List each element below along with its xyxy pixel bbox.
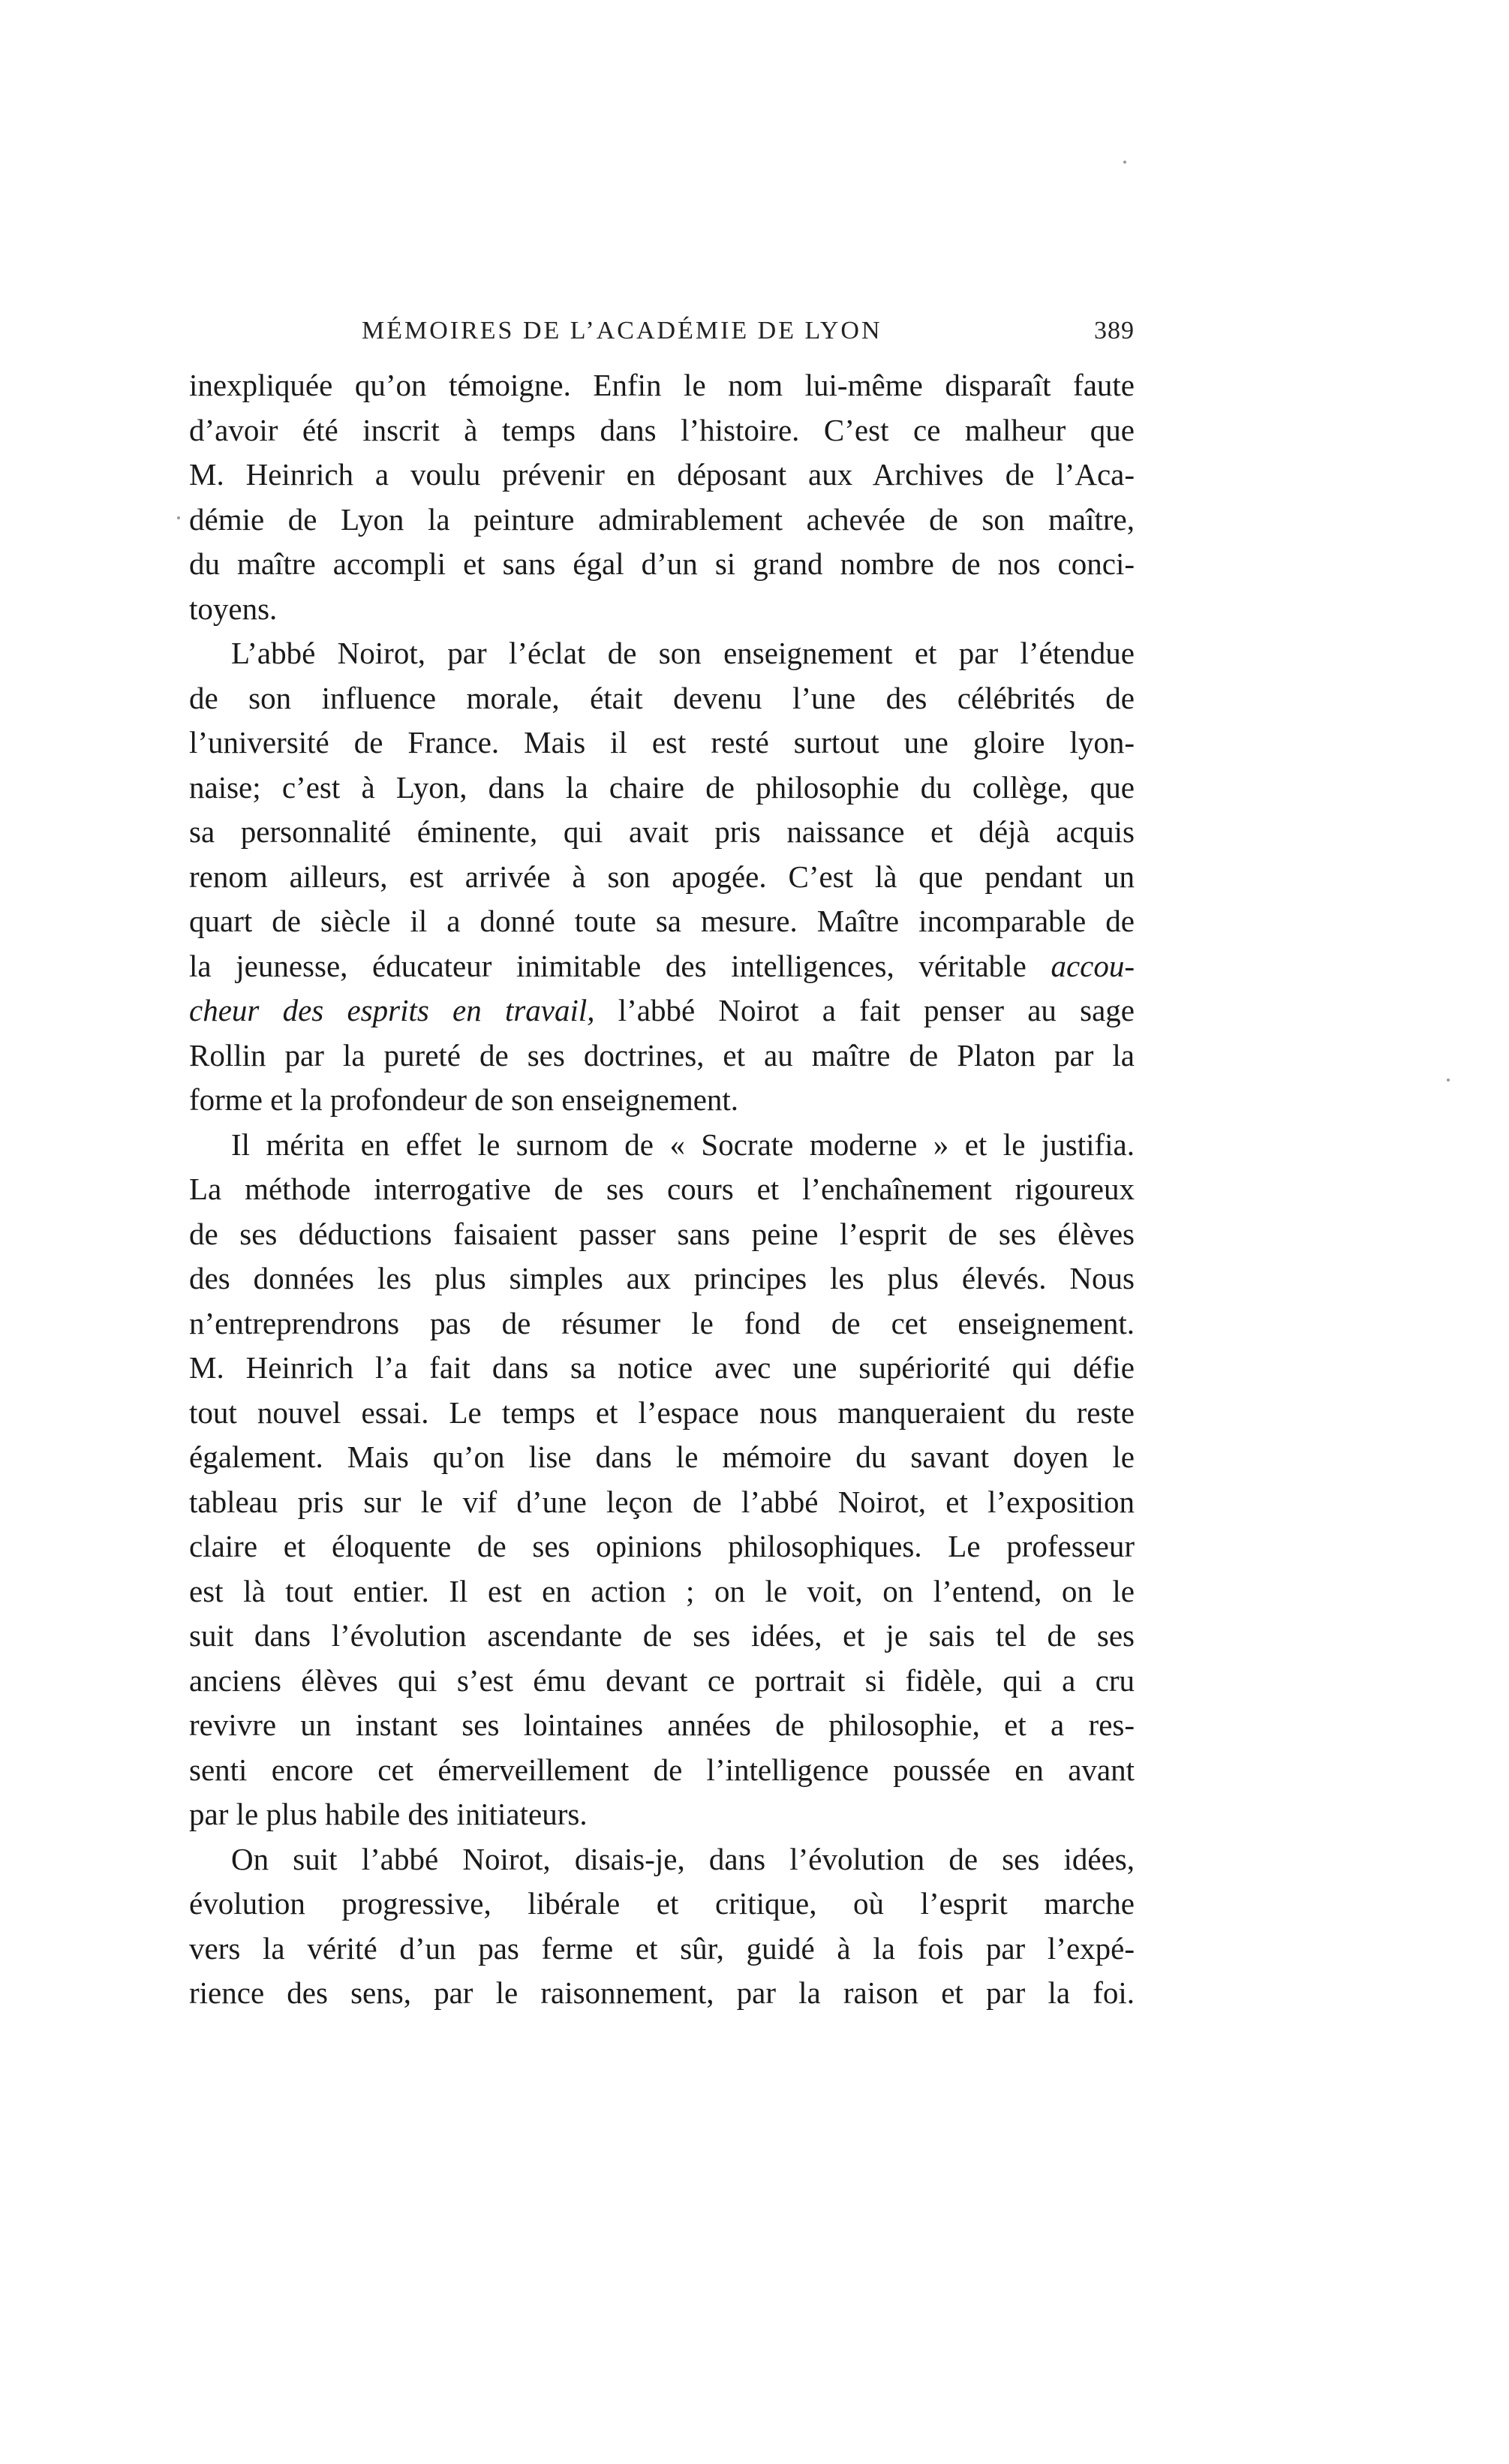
text-line: inexpliquée qu’on témoigne. Enfin le nom lui-même disparaît faute — [189, 368, 1135, 402]
text-line: M. Heinrich a voulu prévenir en déposant aux Archives de l’Aca- — [189, 457, 1135, 492]
text-line: d’avoir été inscrit à temps dans l’histoire. C’est ce malheur que — [189, 412, 1135, 447]
text-line: par le plus habile des initiateurs. — [189, 1797, 588, 1831]
text-line-mixed — [189, 944, 1135, 989]
text-line: senti encore cet émerveillement de l’intelligence poussée en avant — [189, 1752, 1135, 1787]
text-line: de ses déductions faisaient passer sans peine l’esprit de ses élèves — [189, 1216, 1135, 1251]
running-title: MÉMOIRES DE L’ACADÉMIE DE LYON — [362, 317, 882, 344]
text-line: est là tout entier. Il est en action ; on le voit, on l’entend, on le — [189, 1573, 1135, 1608]
text-line: quart de siècle il a donné toute sa mesure. Maître incomparable de — [189, 904, 1135, 938]
paragraph-start-line: Il mérita en effet le surnom de « Socrate moderne » et le justifia. — [231, 1127, 1135, 1162]
text-line: toyens. — [189, 591, 278, 626]
text-line: Rollin par la pureté de ses doctrines, et au maître de Platon par la — [189, 1037, 1135, 1073]
paragraph-start-line: On suit l’abbé Noirot, disais-je, dans l’évolution de ses idées, — [231, 1841, 1135, 1876]
text-line-mixed — [189, 988, 1135, 1033]
text-line: M. Heinrich l’a fait dans sa notice avec une supériorité qui défie — [189, 1350, 1135, 1385]
text-line: naise; c’est à Lyon, dans la chaire de philosophie du collège, que — [189, 769, 1135, 805]
text-segment: l’abbé Noirot a fait penser au sage — [618, 993, 1135, 1027]
text-line: forme et la profondeur de son enseignement. — [189, 1082, 739, 1117]
text-line: évolution progressive, libérale et critique, où l’esprit marche — [189, 1886, 1135, 1921]
text-line: tout nouvel essai. Le temps et l’espace nous manqueraient du reste — [189, 1394, 1135, 1430]
text-line: sa personnalité éminente, qui avait pris naissance et déjà acquis — [189, 814, 1135, 849]
paragraph-start-line: L’abbé Noirot, par l’éclat de son enseignement et par l’étendue — [231, 636, 1135, 670]
text-line: des données les plus simples aux principes les plus élevés. Nous — [189, 1261, 1135, 1295]
text-line: revivre un instant ses lointaines années de philosophie, et a res- — [189, 1707, 1135, 1742]
text-line: également. Mais qu’on lise dans le mémoire du savant doyen le — [189, 1440, 1135, 1474]
italic-segment: cheur des esprits en travail, — [189, 993, 595, 1027]
page-number: 389 — [1094, 317, 1135, 344]
text-line: n’entreprendrons pas de résumer le fond de cet enseignement. — [189, 1305, 1135, 1340]
text-segment: la jeunesse, éducateur inimitable des intelligences, véritable — [189, 948, 1027, 983]
text-line: suit dans l’évolution ascendante de ses idées, et je sais tel de ses — [189, 1618, 1135, 1653]
text-line: démie de Lyon la peinture admirablement achevée de son maître, — [189, 501, 1135, 537]
italic-segment: accou- — [1051, 948, 1135, 983]
text-line: l’université de France. Mais il est resté surtout une gloire lyon- — [189, 725, 1135, 760]
text-line: anciens élèves qui s’est ému devant ce portrait si fidèle, qui a cru — [189, 1662, 1135, 1698]
text-line: claire et éloquente de ses opinions philosophiques. Le professeur — [189, 1529, 1135, 1563]
text-line: tableau pris sur le vif d’une leçon de l’abbé Noirot, et l’exposition — [189, 1484, 1135, 1519]
running-header — [189, 317, 1135, 354]
text-line: de son influence morale, était devenu l’une des célébrités de — [189, 680, 1135, 715]
text-line: vers la vérité d’un pas ferme et sûr, guidé à la fois par l’expé- — [189, 1930, 1135, 1966]
body-text — [189, 363, 1135, 2016]
paper-speck — [1123, 161, 1126, 164]
paper-speck — [1447, 1079, 1450, 1082]
text-line: rience des sens, par le raisonnement, par la raison et par la foi. — [189, 1975, 1135, 2010]
paper-speck — [177, 516, 180, 519]
text-line: renom ailleurs, est arrivée à son apogée. C’est là que pendant un — [189, 859, 1135, 894]
text-line: La méthode interrogative de ses cours et l’enchaînement rigoureux — [189, 1172, 1135, 1206]
text-line: du maître accompli et sans égal d’un si grand nombre de nos conci- — [189, 546, 1135, 581]
